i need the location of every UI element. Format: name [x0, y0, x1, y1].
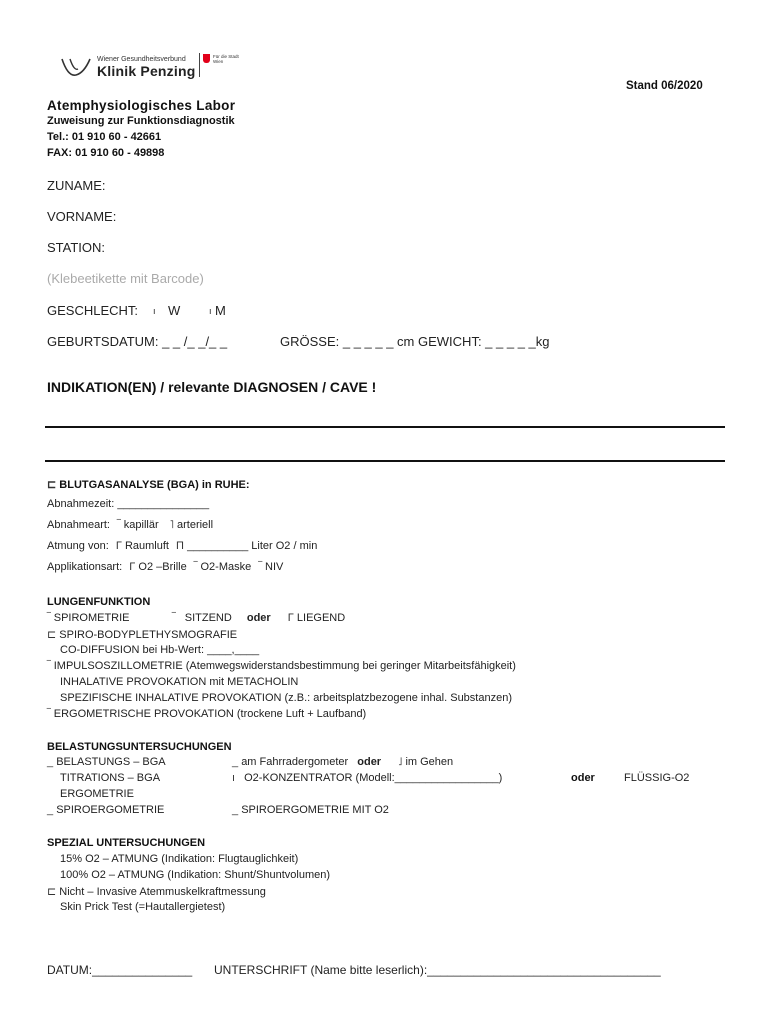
spirometry-label: SPIROMETRIE	[53, 612, 130, 624]
bodyplethysmography-checkbox[interactable]: ⊏	[47, 629, 57, 641]
nasal-cannula-checkbox[interactable]: Γ	[129, 561, 136, 573]
oscillometry-row	[47, 660, 516, 672]
gender-female-label: W	[168, 303, 181, 318]
oscillometry-label: IMPULSOSZILLOMETRIE (Atemwegswiderstandsbestimmung bei geringer Mitarbeitsfähigkeit)	[53, 660, 516, 672]
lying-checkbox[interactable]: Γ	[287, 612, 294, 624]
ergometric-checkbox[interactable]: ‾	[47, 708, 51, 720]
breathing-row	[47, 540, 317, 552]
exercise-bga-label: BELASTUNGS – BGA	[56, 756, 166, 768]
walking-checkbox[interactable]: ˩	[398, 756, 403, 768]
nasal-cannula-label: O2 –Brille	[138, 561, 187, 573]
height-weight-field[interactable]: GRÖSSE: _ _ _ _ _ cm GEWICHT: _ _ _ _ _kg	[280, 334, 550, 349]
gender-male-checkbox[interactable]: ı	[209, 306, 212, 316]
muscle-strength-label: Nicht – Invasive Atemmuskelkraftmessung	[59, 886, 266, 898]
or-label: oder	[571, 772, 595, 784]
bicycle-checkbox[interactable]: _	[232, 756, 239, 768]
station-field[interactable]: STATION:	[47, 240, 106, 255]
walking-label: im Gehen	[405, 756, 454, 768]
arterial-label: arteriell	[176, 519, 214, 531]
titration-bga-label[interactable]: TITRATIONS – BGA	[60, 772, 161, 784]
oxygen-flow-field[interactable]: __________ Liter O2 / min	[187, 540, 318, 552]
logo-divider	[199, 53, 200, 77]
skin-prick-option[interactable]: Skin Prick Test (=Hautallergietest)	[60, 901, 226, 913]
indication-heading: INDIKATION(EN) / relevante DIAGNOSEN / CAVE !	[47, 379, 377, 395]
date-field[interactable]: DATUM:_______________	[47, 963, 193, 977]
spiroergometry-checkbox[interactable]: _	[47, 804, 54, 816]
exercise-heading: BELASTUNGSUNTERSUCHUNGEN	[47, 741, 232, 753]
ergometry-label: ERGOMETRIE	[60, 788, 134, 800]
o2-15-option[interactable]: 15% O2 – ATMUNG (Indikation: Flugtauglichkeit)	[60, 853, 299, 865]
bga-title: BLUTGASANALYSE (BGA) in RUHE:	[59, 479, 250, 491]
version-date: Stand 06/2020	[626, 80, 703, 92]
ergometric-label: ERGOMETRISCHE PROVOKATION (trockene Luft + Laufband)	[53, 708, 367, 720]
capillary-checkbox[interactable]: ‾	[117, 519, 121, 531]
klinik-logo-icon	[60, 55, 96, 79]
or-label: oder	[246, 612, 271, 624]
lying-label: LIEGEND	[296, 612, 346, 624]
gender-label: GESCHLECHT:	[47, 303, 139, 318]
surname-field[interactable]: ZUNAME:	[47, 178, 106, 193]
sampling-time-field[interactable]: Abnahmezeit: _______________	[47, 498, 210, 510]
lung-function-heading: LUNGENFUNKTION	[47, 596, 151, 608]
methacholin-row[interactable]: INHALATIVE PROVOKATION mit METACHOLIN	[60, 676, 299, 688]
muscle-strength-checkbox[interactable]: ⊏	[47, 886, 57, 898]
specific-provocation-row[interactable]: SPEZIFISCHE INHALATIVE PROVOKATION (z.B.: arbeitsplatzbezogene inhal. Substanzen)	[60, 692, 512, 704]
barcode-label-hint: (Klebeetikette mit Barcode)	[47, 271, 204, 286]
concentrator-checkbox[interactable]: ı	[232, 772, 236, 784]
sitting-label: SITZEND	[184, 612, 232, 624]
bodyplethysmography-label: SPIRO-BODYPLETHYSMOGRAFIE	[59, 629, 238, 641]
spiroergometry-row	[47, 804, 164, 816]
lab-title: Atemphysiologisches Labor	[47, 98, 236, 113]
indication-line-1[interactable]	[45, 426, 725, 428]
niv-checkbox[interactable]: ‾	[258, 561, 262, 573]
concentrator-field[interactable]: O2-KONZENTRATOR (Modell:_________________)	[244, 772, 503, 784]
co-diffusion-row[interactable]: CO-DIFFUSION bei Hb-Wert: ____,____	[60, 644, 260, 656]
sampling-type-row	[47, 519, 213, 531]
capillary-label: kapillär	[123, 519, 159, 531]
room-air-label: Raumluft	[124, 540, 169, 552]
signature-field[interactable]: UNTERSCHRIFT (Name bitte leserlich):___________________________________	[214, 963, 661, 977]
spiroergometry-o2-label: SPIROERGOMETRIE MIT O2	[241, 804, 389, 816]
exercise-bga-row	[47, 756, 166, 768]
breathing-label: Atmung von:	[47, 540, 109, 552]
wien-shield-icon	[203, 54, 210, 63]
logo-organization-text: Wiener Gesundheitsverbund	[97, 56, 186, 63]
firstname-field[interactable]: VORNAME:	[47, 209, 117, 224]
body-row	[47, 628, 237, 641]
indication-line-2[interactable]	[45, 460, 725, 462]
spiroergometry-o2-row	[232, 804, 389, 816]
muscle-strength-row	[47, 885, 266, 898]
bicycle-row	[232, 756, 453, 768]
gender-female-checkbox[interactable]: ı	[153, 306, 156, 316]
application-label: Applikationsart:	[47, 561, 123, 573]
oscillometry-checkbox[interactable]: ‾	[47, 660, 51, 672]
sitting-row	[172, 612, 345, 624]
exercise-bga-checkbox[interactable]: _	[47, 756, 54, 768]
spirometry-checkbox[interactable]: ‾	[47, 612, 51, 624]
oxygen-flow-checkbox[interactable]: Π	[176, 540, 184, 552]
gender-male-label: M	[215, 303, 226, 318]
concentrator-row	[232, 772, 502, 784]
wien-logo-text: Für die Stadt Wien	[213, 54, 239, 64]
phone-number: Tel.: 01 910 60 - 42661	[47, 131, 162, 143]
liquid-oxygen-option[interactable]: FLÜSSIG-O2	[624, 772, 690, 784]
bicycle-label: am Fahrradergometer	[241, 756, 349, 768]
logo-clinic-name: Klinik Penzing	[97, 63, 196, 79]
bga-section	[47, 478, 250, 491]
mask-label: O2-Maske	[200, 561, 252, 573]
o2-100-option[interactable]: 100% O2 – ATMUNG (Indikation: Shunt/Shuntvolumen)	[60, 869, 331, 881]
spiroergometry-label: SPIROERGOMETRIE	[56, 804, 165, 816]
application-row	[47, 561, 283, 573]
special-heading: SPEZIAL UNTERSUCHUNGEN	[47, 837, 206, 849]
mask-checkbox[interactable]: ‾	[193, 561, 198, 573]
ergometric-row	[47, 708, 366, 720]
room-air-checkbox[interactable]: Γ	[115, 540, 122, 552]
arterial-checkbox[interactable]: ˥	[169, 519, 174, 531]
niv-label: NIV	[265, 561, 284, 573]
sitting-checkbox[interactable]: ‾	[172, 612, 176, 624]
bga-checkbox[interactable]: ⊏	[47, 479, 57, 491]
spiroergometry-o2-checkbox[interactable]: _	[232, 804, 239, 816]
or-label: oder	[357, 756, 382, 768]
sampling-type-label: Abnahmeart:	[47, 519, 110, 531]
spirometry-row	[47, 612, 130, 624]
fax-number: FAX: 01 910 60 - 49898	[47, 147, 165, 159]
form-subtitle: Zuweisung zur Funktionsdiagnostik	[47, 115, 235, 127]
birthdate-field[interactable]: GEBURTSDATUM: _ _ /_ _/_ _	[47, 334, 228, 349]
